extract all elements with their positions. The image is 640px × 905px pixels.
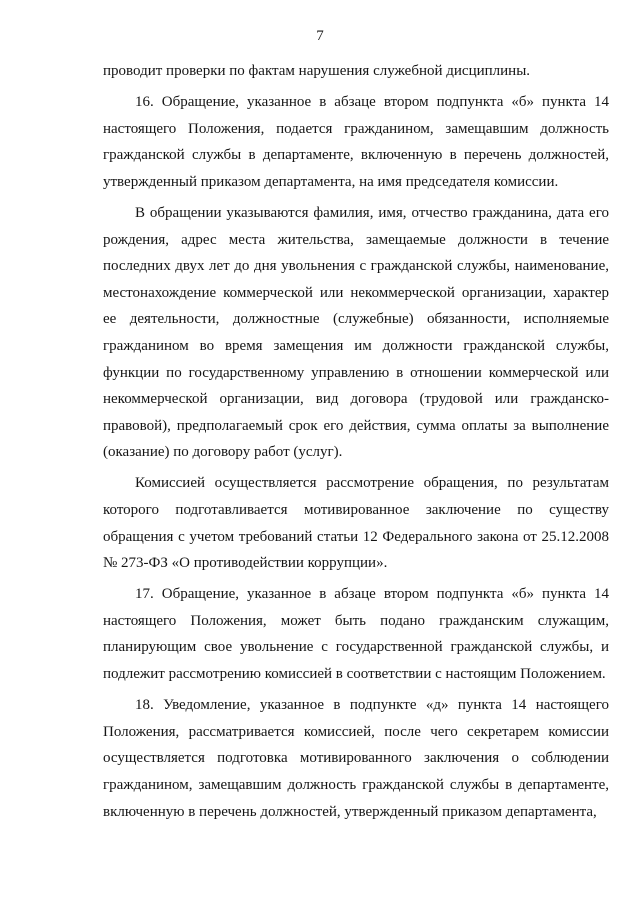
paragraph-commission-review: Комиссией осуществляется рассмотрение обращения, по результатам которого подготавливается мотивированное заключение по существу обращения с учетом требований статьи 12 Федерального закона от 25.12.2008 № 273-ФЗ «О противодействии коррупции».	[103, 475, 609, 572]
paragraph-continuation: проводит проверки по фактам нарушения служебной дисциплины.	[103, 63, 531, 79]
paragraph-appeal-contents: В обращении указываются фамилия, имя, отчество гражданина, дата его рождения, адрес места жительства, замещаемые должности в течение последних двух лет до дня увольнения с гражданской службы, наименование, местонахождение коммерческой или некоммерческой организации, характер ее деятельности, должностные (служебные) обязанности, исполняемые гражданином во время замещения им должности гражданской службы, функции по государственному управлению в отношении коммерческой или некоммерческой организации, вид договора (трудовой или гражданско-правовой), предполагаемый срок его действия, сумма оплаты за выполнение (оказание) по договору работ (услуг).	[103, 204, 609, 461]
paragraph-item-16: 16. Обращение, указанное в абзаце втором подпункта «б» пункта 14 настоящего Положения, подается гражданином, замещавшим должность гражданской службы в департаменте, включенную в перечень должностей, утвержденный приказом департамента, на имя председателя комиссии.	[103, 94, 609, 190]
page-number: 7	[316, 28, 324, 44]
paragraph-item-18: 18. Уведомление, указанное в подпункте «д» пункта 14 настоящего Положения, рассматривается комиссией, после чего секретарем комиссии осуществляется подготовка мотивированного заключения о соблюдении гражданином, замещавшим должность гражданской службы в департаменте, включенную в перечень должностей, утвержденный приказом департамента,	[103, 697, 609, 820]
paragraph-item-17: 17. Обращение, указанное в абзаце втором подпункта «б» пункта 14 настоящего Положения, может быть подано гражданским служащим, планирующим свое увольнение с государственной гражданской службы, и подлежит рассмотрению комиссией в соответствии с настоящим Положением.	[103, 586, 609, 683]
document-body	[103, 58, 609, 830]
